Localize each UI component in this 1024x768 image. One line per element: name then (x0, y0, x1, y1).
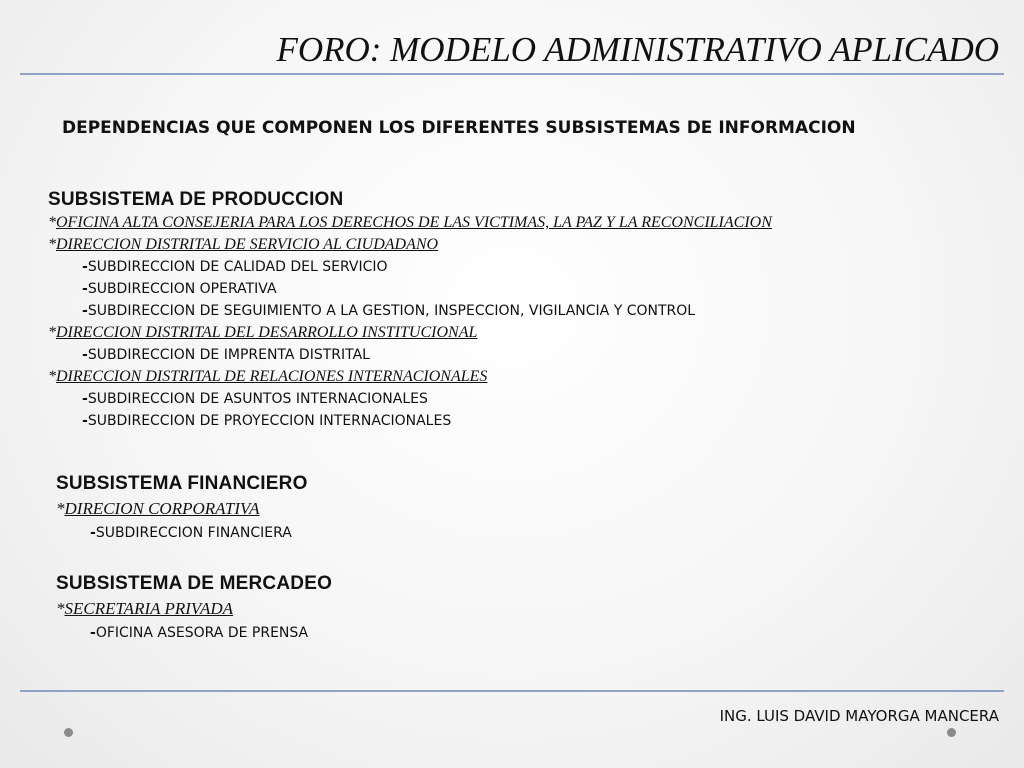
dependency-item: *SECRETARIA PRIVADA (56, 599, 234, 618)
dependency-name: SECRETARIA PRIVADA (64, 599, 234, 618)
top-divider (20, 73, 1004, 75)
subdependency-name: SUBDIRECCION OPERATIVA (87, 281, 277, 297)
subdependency-item: -SUBDIRECCION DE SEGUIMIENTO A LA GESTION, INSPECCION, VIGILANCIA Y CONTROL (82, 303, 696, 319)
subdependency-name: SUBDIRECCION DE PROYECCION INTERNACIONALES (87, 413, 452, 429)
subdependency-name: SUBDIRECCION DE CALIDAD DEL SERVICIO (87, 259, 388, 275)
dependency-item: *DIRECCION DISTRITAL DE RELACIONES INTERNACIONALES (48, 368, 488, 385)
slide-title: FORO: MODELO ADMINISTRATIVO APLICADO (276, 30, 999, 69)
dependency-name: DIRECCION DISTRITAL DEL DESARROLLO INSTITUCIONAL (56, 324, 478, 341)
subdependency-item: -OFICINA ASESORA DE PRENSA (90, 625, 309, 641)
right-dot-decoration (947, 728, 956, 737)
subsystem-mercadeo (56, 572, 332, 644)
subdependency-name: SUBDIRECCION DE IMPRENTA DISTRITAL (87, 347, 370, 363)
dependency-item: *DIRECCION DISTRITAL DE SERVICIO AL CIUDADANO (48, 236, 439, 253)
subdependency-item: -SUBDIRECCION OPERATIVA (82, 281, 277, 297)
subdependency-item: -SUBDIRECCION DE ASUNTOS INTERNACIONALES (82, 391, 428, 407)
subsystem-heading: SUBSISTEMA FINANCIERO (56, 473, 308, 494)
left-dot-decoration (64, 728, 73, 737)
subdependency-name: SUBDIRECCION DE SEGUIMIENTO A LA GESTION, INSPECCION, VIGILANCIA Y CONTROL (87, 303, 696, 319)
dependency-item: *DIRECION CORPORATIVA (56, 499, 260, 518)
subdependency-item: -SUBDIRECCION DE IMPRENTA DISTRITAL (82, 347, 370, 363)
dependency-item: *DIRECCION DISTRITAL DEL DESARROLLO INSTITUCIONAL (48, 324, 478, 341)
subdependency-name: OFICINA ASESORA DE PRENSA (95, 625, 309, 641)
dependency-name: DIRECCION DISTRITAL DE RELACIONES INTERNACIONALES (56, 368, 488, 385)
subdependency-item: -SUBDIRECCION FINANCIERA (90, 525, 292, 541)
subdependency-item: -SUBDIRECCION DE PROYECCION INTERNACIONALES (82, 413, 452, 429)
bottom-divider (20, 690, 1004, 692)
subsystem-produccion (48, 188, 772, 432)
subdependency-item: -SUBDIRECCION DE CALIDAD DEL SERVICIO (82, 259, 388, 275)
subdependency-name: SUBDIRECCION DE ASUNTOS INTERNACIONALES (87, 391, 428, 407)
dependency-name: DIRECCION DISTRITAL DE SERVICIO AL CIUDADANO (56, 236, 439, 253)
author-footer: ING. LUIS DAVID MAYORGA MANCERA (719, 707, 999, 725)
dependency-name: DIRECION CORPORATIVA (64, 499, 260, 518)
subsystem-financiero (56, 472, 308, 544)
dependency-item: *OFICINA ALTA CONSEJERIA PARA LOS DERECHOS DE LAS VICTIMAS, LA PAZ Y LA RECONCILIACION (48, 214, 772, 231)
slide-subtitle: DEPENDENCIAS QUE COMPONEN LOS DIFERENTES SUBSISTEMAS DE INFORMACION (62, 118, 856, 138)
dependency-name: OFICINA ALTA CONSEJERIA PARA LOS DERECHOS DE LAS VICTIMAS, LA PAZ Y LA RECONCILIACION (56, 214, 772, 231)
subsystem-heading: SUBSISTEMA DE PRODUCCION (48, 189, 344, 210)
subdependency-name: SUBDIRECCION FINANCIERA (95, 525, 292, 541)
subsystem-heading: SUBSISTEMA DE MERCADEO (56, 573, 333, 594)
